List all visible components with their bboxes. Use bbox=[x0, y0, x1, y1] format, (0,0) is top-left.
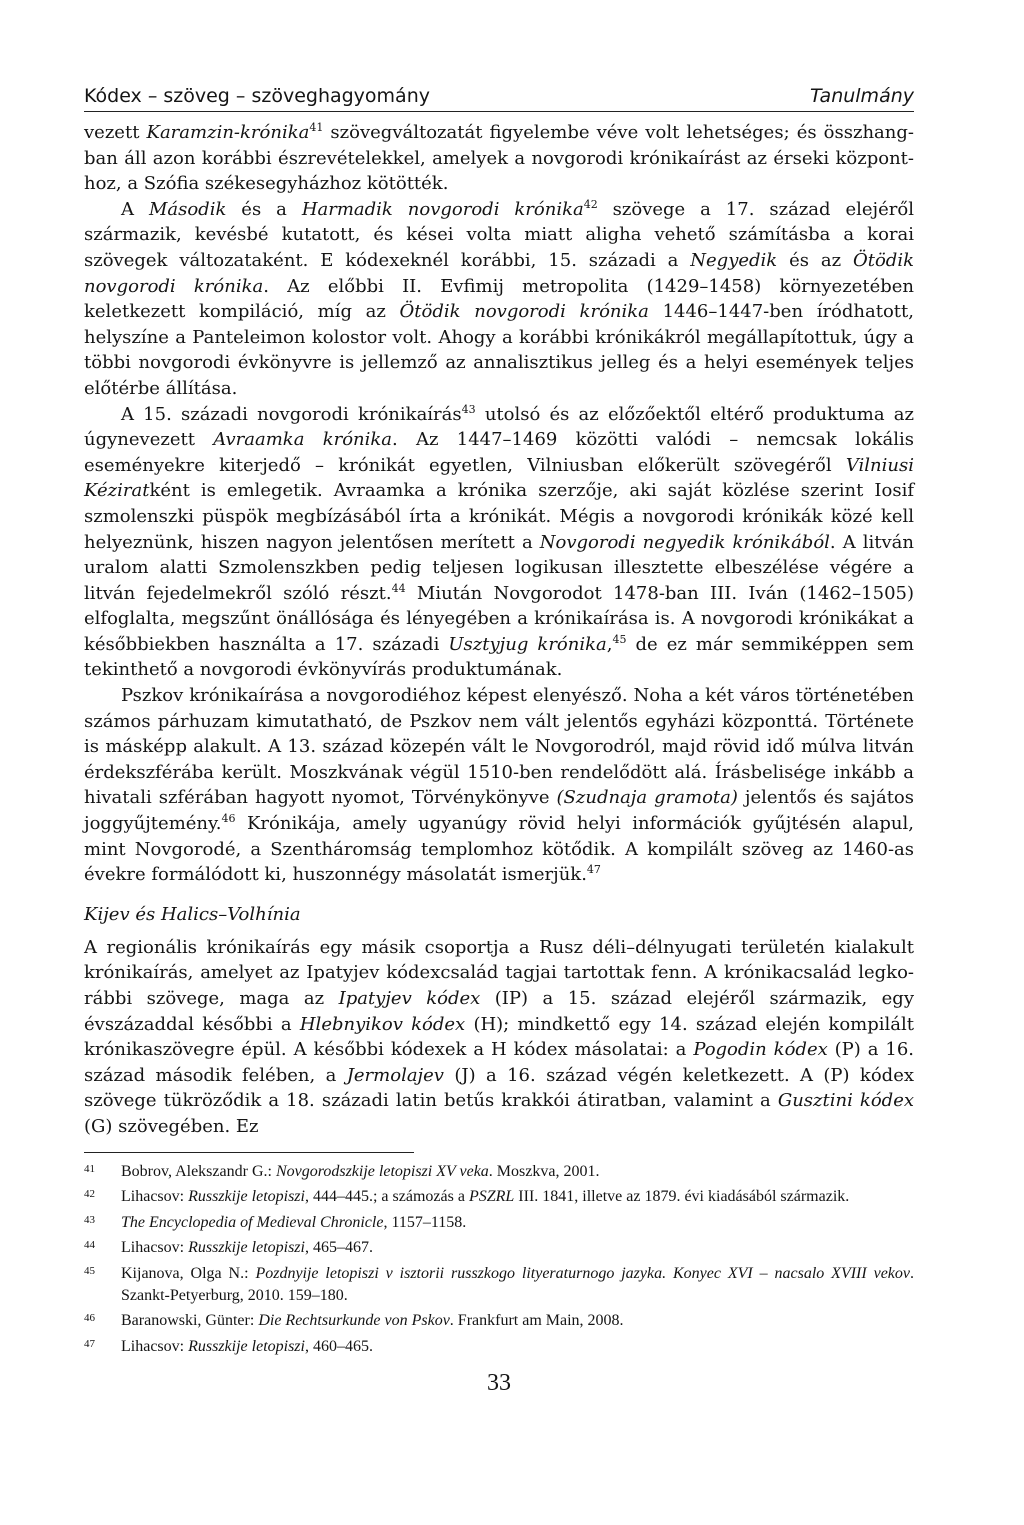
running-header bbox=[84, 84, 914, 112]
section-heading: Kijev és Halics–Volhínia bbox=[84, 903, 301, 925]
footnote-ref-47[interactable]: 47 bbox=[586, 863, 601, 877]
running-header-section: Tanulmány bbox=[809, 85, 914, 107]
page bbox=[84, 84, 914, 1397]
footnote-ref-44[interactable]: 44 bbox=[391, 581, 406, 595]
paragraph-4: Pszkov krónikaírása a novgorodiéhoz képest elenyésző. Noha a két város történetében számos párhuzam kimutatható, de Pszkov nem vált jelentős egyházi központtá. Története is másképp alakult. A 13. század közepén vált le Novgorodról, majd rövid idő múlva litván érdekszférába került. Moszkvának végül 1510-ben rendelődött alá. Írásbelisége inkább a hivatali szférában hagyott nyomot, Törvénykönyve (Szudnaja gramota) jelentős és sajátos joggyűjtemény.$^{46}$ Krónikája, amely ugyanúgy rövid helyi információk gyűjtésén alapul, mint Novgorodé, a Szentháromság templomhoz kötődik. A kompilált szöveg az 1460-as évekre formálódott ki, huszonnégy másolatát ismerjük.$^{47}$ bbox=[84, 685, 915, 886]
paragraph-5: A regionális krónikaírás egy másik csoportja a Rusz déli–délnyugati területén kialakult krónikaírás, amelyet az Ipatyjev kódexcsalád tagjai tartottak fenn. A krónikacsalád legkorábbi szövege, maga az Ipatyjev kódex (IP) a 15. század elejéről származik, egy évszázaddal későbbi a Hlebnyikov kódex (H); mindkettő egy 14. század elején kompilált krónikaszövegre épül. A későbbi kódexek a H kódex másolatai: a Pogodin kódex (P) a 16. század második felében, a Jermolajev (J) a 16. század végén keletkezett. A (P) kódex szövege tükröződik a 18. századi latin betűs krakkói átiratban, valamint a Gusztini kódex (G) szövegében. Ez bbox=[84, 936, 915, 1137]
running-header-title: Kódex – szöveg – szöveghagyomány bbox=[84, 85, 430, 107]
footnote-43: 43 The Encyclopedia of Medieval Chronicle, 1157–1158. bbox=[84, 1213, 467, 1231]
footnote-ref-43[interactable]: 43 bbox=[461, 402, 476, 416]
footnote-ref-46[interactable]: 46 bbox=[221, 812, 236, 826]
footnote-44: 44 Lihacsov: Russzkije letopiszi, 465–467. bbox=[84, 1239, 373, 1257]
footnote-45: 45 Kijanova, Olga N.: Pozdnyije letopiszi v isztorii russzkogo lityeraturnogo jazyka. Konyec XVI – nacsalo XVIII vekov. Szankt-Petyerburg, 2010. 159–180. bbox=[84, 1264, 915, 1304]
footnote-ref-45[interactable]: 45 bbox=[612, 632, 627, 646]
footnote-42: 42 Lihacsov: Russzkije letopiszi, 444–445.; a számozás a PSZRL III. 1841, illetve az 1879. évi kiadásából származik. bbox=[84, 1188, 850, 1206]
footnote-ref-42[interactable]: 42 bbox=[583, 197, 598, 211]
paragraph-3: A 15. századi novgorodi krónikaírás$^{43}$ utolsó és az előzőektől eltérő produktuma az úgynevezett Avraamka krónika. Az 1447–1469 közötti valódi – nemcsak lokális eseményekre kiterjedő – krónikát egyetlen, Vilniusban előkerült szövegéről Vilniusi Kéziratként is emlegetik. Avraamka a krónika szerzője, aki saját közlése szerint Iosif szmolenszki püspök megbízásából írta a krónikát. Mégis a novgorodi krónikák közé kell helyeznünk, hiszen nagyon jelentősen merített a Novgorodi negyedik krónikából. A litván uralom alatti Szmolenszkben pedig teljesen logikusan illesztette elbeszélése végére a litván fejedelmekről szóló részt.$^{44}$ Miután Novgorodot 1478-ban III. Iván (1462–1505) elfoglalta, megszűnt önállósága és lényegében a krónikaírása is. A novgorodi krónikákat a későbbiekben használta a 17. századi Usztyjug krónika,$^{45}$ de ez már semmiképpen sem tekinthető a novgorodi évkönyvírás produktumának. bbox=[84, 402, 915, 681]
footnote-46: 46 Baranowski, Günter: Die Rechtsurkunde von Pskov. Frankfurt am Main, 2008. bbox=[84, 1312, 624, 1330]
footnote-47: 47 Lihacsov: Russzkije letopiszi, 460–465. bbox=[84, 1337, 373, 1355]
footnote-divider bbox=[84, 1152, 414, 1153]
paragraph-2: A Második és a Harmadik novgorodi krónika$^{42}$ szövege a 17. század elejéről származik, kevésbé kutatott, és kései volta miatt aligha vehető számításba a korai szövegek változataként. E kódexeknél korábbi, 15. századi a Negyedik és az Ötödik novgorodi krónika. Az előbbi II. Evfimij metropolita (1429–1458) környezetében keletkezett kompiláció, míg az Ötödik novgorodi krónika 1446–1447-ben íródhatott, helyszíne a Panteleimon kolostor volt. Ahogy a korábbi krónikákról megállapítottuk, úgy a többi novgorodi évkönyvre is jellemző az annalisztikus jelleg és a helyi események teljes előtérbe állítása. bbox=[84, 197, 914, 399]
footnote-ref-41[interactable]: 41 bbox=[309, 121, 324, 134]
article-body bbox=[84, 120, 914, 1140]
page-number: 33 bbox=[487, 1369, 511, 1396]
footnote-41: 41 Bobrov, Alekszandr G.: Novgorodszkije letopiszi XV veka. Moszkva, 2001. bbox=[84, 1162, 600, 1180]
paragraph-1: vezett Karamzin-krónika$^{41}$ szövegváltozatát figyelembe véve volt lehetséges; és összhangban áll azon korábbi észrevételekkel, amelyek a novgorodi krónikaírást az érseki központhoz, a Szófia székesegyházhoz kötötték. bbox=[84, 121, 914, 195]
footnotes bbox=[84, 1161, 914, 1358]
